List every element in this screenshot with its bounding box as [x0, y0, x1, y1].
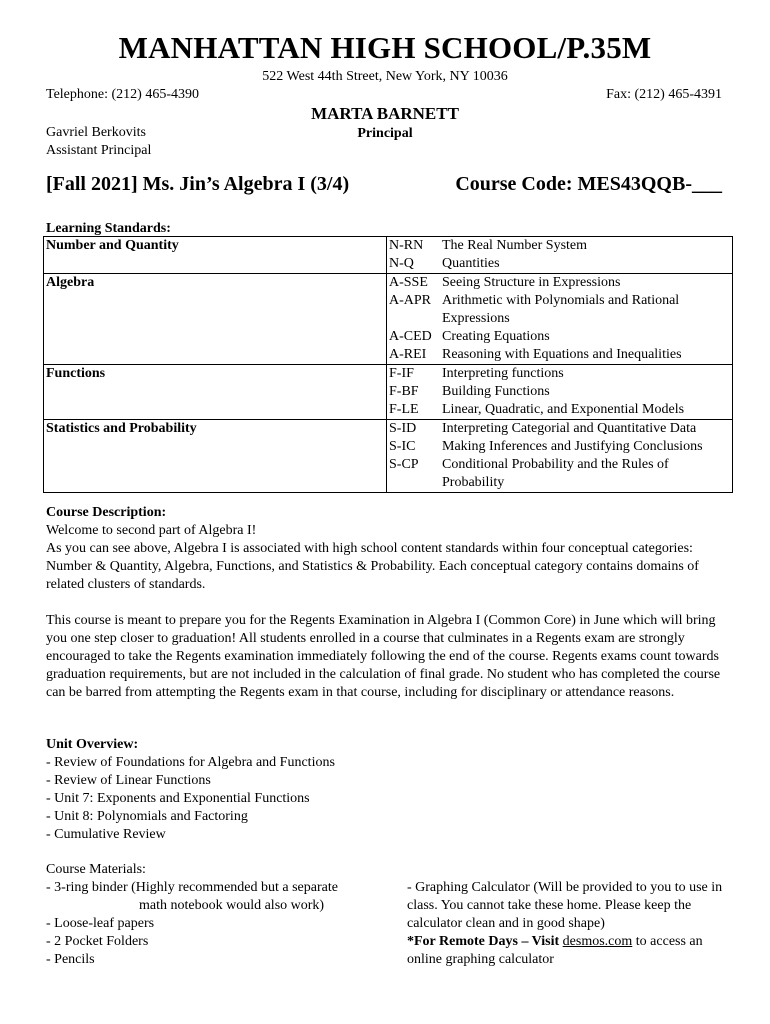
- principal-title: Principal: [357, 126, 413, 141]
- domain-cell: [387, 237, 733, 274]
- domain-cell: [387, 420, 733, 493]
- standard-name: Creating Equations: [442, 329, 550, 344]
- standards-label: Learning Standards:: [46, 221, 171, 236]
- unit-overview: [46, 736, 726, 844]
- description-welcome: Welcome to second part of Algebra I!: [46, 523, 257, 538]
- materials-list-left: [46, 879, 386, 969]
- list-item-continued: math notebook would also work): [139, 898, 325, 913]
- standard-code: A-APR: [389, 293, 432, 308]
- list-item: - Unit 8: Polynomials and Factoring: [46, 809, 248, 824]
- table-row: [44, 365, 733, 420]
- ap-name: Gavriel Berkovits: [46, 125, 146, 140]
- table-row: [44, 274, 733, 365]
- list-item: - Cumulative Review: [46, 827, 166, 842]
- standard-name: Seeing Structure in Expressions: [442, 275, 621, 290]
- table-row: [44, 237, 733, 274]
- course-title: [Fall 2021] Ms. Jin’s Algebra I (3/4): [46, 173, 350, 195]
- list-item: - Unit 7: Exponents and Exponential Functions: [46, 791, 310, 806]
- standard-name: Reasoning with Equations and Inequalities: [442, 347, 682, 362]
- standard-code: F-LE: [389, 402, 419, 417]
- list-item: - 2 Pocket Folders: [46, 934, 149, 949]
- standard-item: [389, 274, 729, 292]
- standard-name: Linear, Quadratic, and Exponential Models: [442, 402, 685, 417]
- list-item: - Review of Linear Functions: [46, 773, 211, 788]
- standard-item: [389, 237, 729, 255]
- description-heading: Course Description:: [46, 505, 167, 520]
- domain-cell: [387, 365, 733, 420]
- standard-item: [389, 456, 729, 492]
- materials-list-right: [407, 879, 727, 969]
- standard-code: A-REI: [389, 347, 427, 362]
- description-paragraph: This course is meant to prepare you for the Regents Examination in Algebra I (Common Core) in June which will bring you one step closer to graduation! All students enrolled in a course that culminates in a Regents exam are strongly encouraged to take the Regents examination immediately following the end of the course. Regents exams count towards graduation requirements, but are not included in the calculation of final grade. No student who has completed the course can be barred from attempting the Regents exam in that course, including for disciplinary or attendance reasons.: [46, 613, 721, 700]
- standard-name: Arithmetic with Polynomials and Rational Expressions: [442, 293, 680, 326]
- course-description: [46, 504, 726, 702]
- standard-code: N-Q: [389, 256, 414, 271]
- standard-item: [389, 438, 729, 456]
- list-item: - 3-ring binder (Highly recommended but a separate: [46, 880, 338, 895]
- standard-item: [389, 255, 729, 273]
- standard-item: [389, 420, 729, 438]
- standard-code: S-ID: [389, 421, 417, 436]
- standard-item: [389, 365, 729, 383]
- standard-item: [389, 328, 729, 346]
- standard-name: Making Inferences and Justifying Conclusions: [442, 439, 703, 454]
- standard-name: Conditional Probability and the Rules of Probability: [442, 457, 669, 490]
- category-cell: Functions: [44, 365, 387, 420]
- desmos-link[interactable]: desmos.com: [562, 934, 633, 949]
- units-heading: Unit Overview:: [46, 737, 139, 752]
- remote-dash: – Visit: [517, 934, 563, 949]
- standard-name: Building Functions: [442, 384, 550, 399]
- standard-code: S-IC: [389, 439, 416, 454]
- standard-name: Interpreting Categorial and Quantitative Data: [442, 421, 697, 436]
- standard-code: F-BF: [389, 384, 419, 399]
- materials-heading: Course Materials:: [46, 862, 146, 877]
- description-paragraph: As you can see above, Algebra I is associated with high school content standards within four conceptual categories: Number & Quantity, Algebra, Functions, and Statistics & Probability. Each conceptual category contains domains of related clusters of standards.: [46, 541, 699, 592]
- assistant-principal: [46, 124, 151, 160]
- remote-suffix: to access an online graphing calculator: [407, 934, 703, 967]
- standard-name: Interpreting functions: [442, 366, 564, 381]
- principal-name: MARTA BARNETT: [311, 104, 459, 123]
- table-row: [44, 420, 733, 493]
- standard-name: The Real Number System: [442, 238, 588, 253]
- remote-note: [407, 933, 727, 969]
- list-item: - Review of Foundations for Algebra and Functions: [46, 755, 335, 770]
- telephone: Telephone: (212) 465-4390: [46, 87, 199, 102]
- standard-code: S-CP: [389, 457, 419, 472]
- standards-table: [43, 236, 733, 493]
- category-cell: Number and Quantity: [44, 237, 387, 274]
- standard-code: A-SSE: [389, 275, 428, 290]
- ap-title: Assistant Principal: [46, 143, 152, 158]
- list-item: - Graphing Calculator (Will be provided to you to use in class. You cannot take these home. Please keep the calculator clean and in good shape): [407, 880, 723, 931]
- list-item: - Pencils: [46, 952, 95, 967]
- standard-item: [389, 346, 729, 364]
- standard-name: Quantities: [442, 256, 500, 271]
- domain-cell: [387, 274, 733, 365]
- category-cell: Algebra: [44, 274, 387, 365]
- course-code: Course Code: MES43QQB-___: [455, 173, 722, 195]
- list-item: - Loose-leaf papers: [46, 916, 155, 931]
- remote-label: *For Remote Days: [407, 934, 518, 949]
- school-address: 522 West 44th Street, New York, NY 10036: [262, 69, 508, 84]
- standard-item: [389, 383, 729, 401]
- school-name: MANHATTAN HIGH SCHOOL/P.35M: [118, 30, 652, 65]
- standard-code: N-RN: [389, 238, 424, 253]
- standard-item: [389, 292, 729, 328]
- category-cell: Statistics and Probability: [44, 420, 387, 493]
- fax: Fax: (212) 465-4391: [606, 87, 722, 102]
- standard-item: [389, 401, 729, 419]
- standard-code: F-IF: [389, 366, 414, 381]
- standard-code: A-CED: [389, 329, 432, 344]
